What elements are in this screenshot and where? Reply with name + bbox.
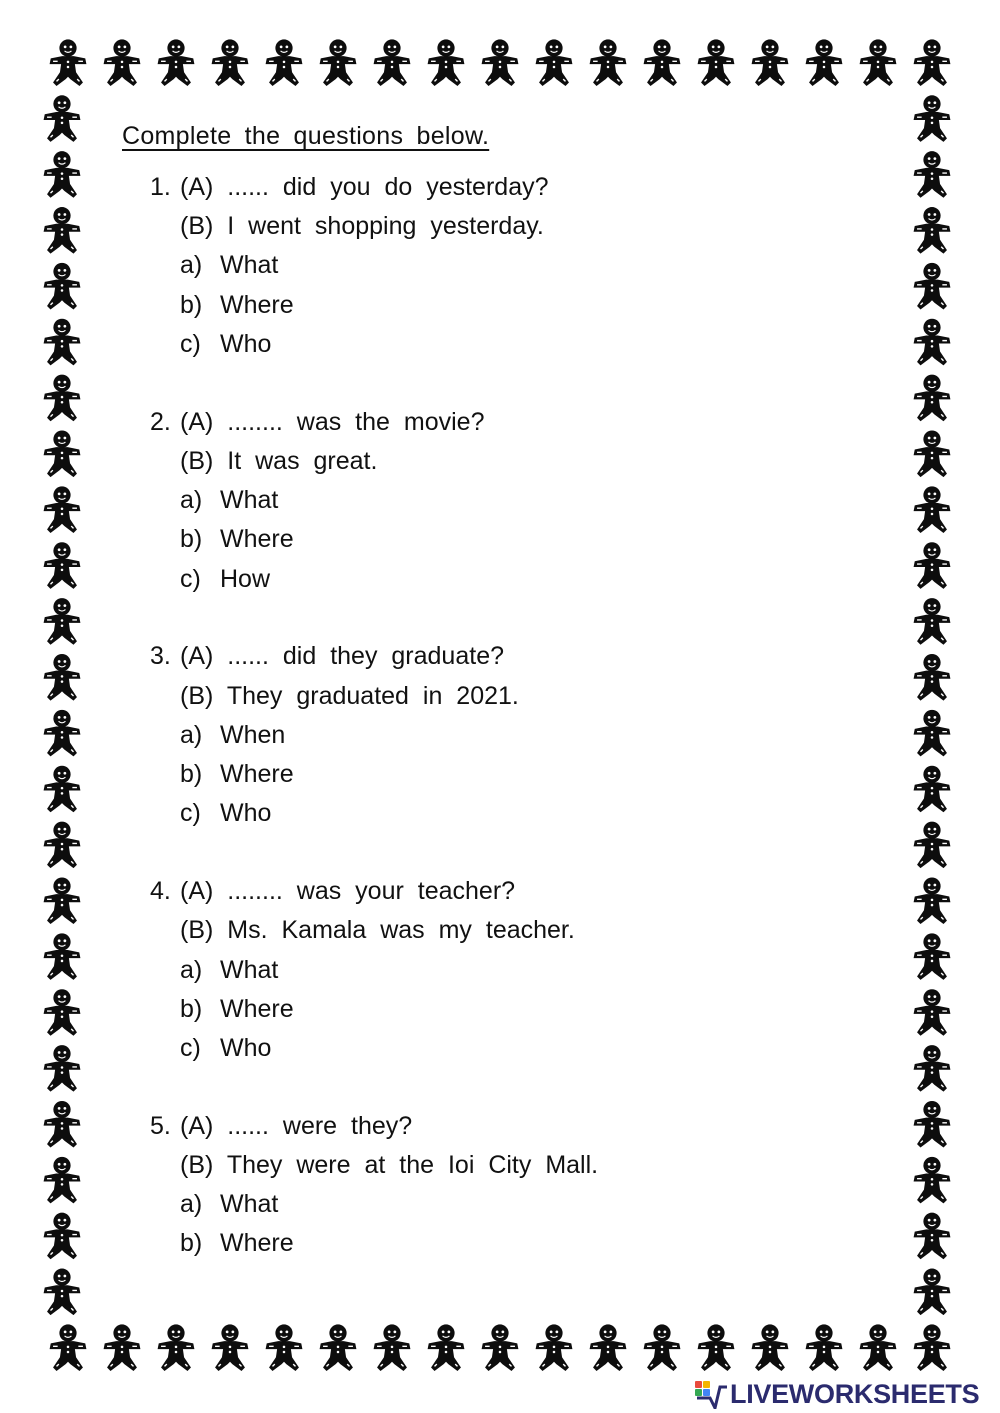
gingerbread-man-icon [44,375,81,422]
gingerbread-man-icon [50,1324,87,1371]
question-text: (A) ...... did you do yesterday? [180,173,549,201]
gingerbread-man-icon [44,95,81,142]
option-text: Where [220,525,294,554]
gingerbread-man-icon [428,1324,465,1371]
answer-option[interactable] [180,1033,271,1063]
option-letter: c) [180,564,201,593]
question-number: 1. [150,173,171,201]
gingerbread-man-icon [44,1157,81,1204]
gingerbread-man-icon [914,263,951,310]
option-letter: b) [180,760,203,788]
gingerbread-man-icon [44,933,81,980]
gingerbread-man-icon [806,39,843,86]
option-text: Where [220,994,294,1023]
gingerbread-man-icon [44,989,81,1036]
answer-option[interactable] [180,485,278,515]
gingerbread-man-icon [44,1101,81,1148]
gingerbread-man-icon [44,1045,81,1092]
gingerbread-man-icon [536,39,573,86]
gingerbread-man-icon [914,710,951,757]
option-letter: a) [180,486,203,515]
gingerbread-man-icon [644,39,681,86]
question-number: 3. [150,642,171,671]
answer-option[interactable] [180,955,278,985]
gingerbread-man-icon [914,486,951,533]
gingerbread-man-icon [914,39,951,86]
gingerbread-man-icon [44,151,81,198]
option-text: What [220,486,279,515]
answer-option[interactable] [180,250,278,280]
option-letter: c) [180,1033,201,1062]
option-letter: b) [180,290,203,319]
gingerbread-man-icon [914,1157,951,1204]
gingerbread-man-icon [44,654,81,701]
question-text: (A) ...... were they? [180,1111,413,1140]
gingerbread-man-icon [806,1324,843,1371]
answer-option[interactable] [180,524,294,554]
answer-option[interactable] [180,720,285,750]
option-letter: b) [180,525,203,554]
option-letter: a) [180,251,203,280]
answer-text: (B) I went shopping yesterday. [180,212,544,241]
gingerbread-man-icon [44,598,81,645]
gingerbread-man-icon [914,877,951,924]
option-text: Who [220,1033,272,1062]
gingerbread-man-icon [590,1324,627,1371]
answer-text: (B) It was great. [180,446,378,475]
option-text: What [220,1190,279,1219]
option-letter: c) [180,799,201,828]
answer-option[interactable] [180,1189,278,1219]
gingerbread-man-icon [914,1269,951,1316]
gingerbread-man-icon [914,822,951,869]
option-text: What [220,251,279,280]
answer-option[interactable] [180,1228,294,1258]
answer-text: (B) They graduated in 2021. [180,681,519,710]
question-text: (A) ........ was the movie? [180,407,485,436]
gingerbread-man-icon [644,1324,681,1371]
question-number: 5. [150,1111,171,1140]
gingerbread-man-icon [914,766,951,813]
gingerbread-man-icon [44,766,81,813]
gingerbread-man-icon [698,39,735,86]
gingerbread-man-icon [914,207,951,254]
gingerbread-man-icon [914,95,951,142]
gingerbread-man-icon [320,39,357,86]
answer-option[interactable] [180,564,270,594]
answer-option[interactable] [180,290,294,320]
question-number: 2. [150,407,171,436]
gingerbread-man-icon [44,319,81,366]
gingerbread-man-icon [212,1324,249,1371]
liveworksheets-wordmark: LIVEWORKSHEETS [730,1378,980,1409]
gingerbread-man-icon [44,486,81,533]
gingerbread-man-icon [860,39,897,86]
gingerbread-man-icon [44,263,81,310]
gingerbread-man-icon [590,39,627,86]
gingerbread-man-icon [428,39,465,86]
gingerbread-man-icon [860,1324,897,1371]
gingerbread-man-icon [44,710,81,757]
option-letter: a) [180,955,203,984]
answer-option[interactable] [180,994,294,1024]
instructions-heading: Complete the questions below. [122,122,490,150]
gingerbread-man-icon [374,1324,411,1371]
gingerbread-man-icon [44,1213,81,1260]
gingerbread-man-icon [752,39,789,86]
gingerbread-man-icon [44,542,81,589]
answer-option[interactable] [180,759,294,789]
gingerbread-man-icon [482,1324,519,1371]
gingerbread-man-icon [698,1324,735,1371]
gingerbread-man-icon [914,1045,951,1092]
gingerbread-man-icon [914,375,951,422]
gingerbread-man-icon [536,1324,573,1371]
gingerbread-man-icon [104,1324,141,1371]
gingerbread-man-icon [266,39,303,86]
option-letter: c) [180,329,201,358]
gingerbread-man-icon [374,39,411,86]
gingerbread-man-icon [914,598,951,645]
liveworksheets-logo [694,1377,979,1411]
option-text: What [220,955,279,984]
gingerbread-man-icon [914,989,951,1036]
question-text: (A) ...... did they graduate? [180,642,504,671]
gingerbread-man-icon [914,933,951,980]
gingerbread-man-icon [914,319,951,366]
option-text: Where [220,760,294,788]
option-letter: b) [180,994,203,1023]
gingerbread-man-icon [482,39,519,86]
answer-option[interactable] [180,798,271,828]
gingerbread-man-icon [914,654,951,701]
gingerbread-man-icon [44,431,81,478]
option-letter: b) [180,1229,203,1258]
answer-option[interactable] [180,329,271,359]
gingerbread-man-icon [914,542,951,589]
gingerbread-man-icon [914,1324,951,1371]
gingerbread-man-icon [104,39,141,86]
gingerbread-man-icon [914,1101,951,1148]
liveworksheets-mark-icon [694,1379,728,1409]
gingerbread-man-icon [914,151,951,198]
option-text: Where [220,290,294,319]
gingerbread-man-icon [44,822,81,869]
option-text: Where [220,1229,294,1258]
option-letter: a) [180,720,203,749]
option-letter: a) [180,1190,203,1219]
gingerbread-man-icon [320,1324,357,1371]
question-text: (A) ........ was your teacher? [180,877,516,906]
option-text: Who [220,799,272,828]
option-text: Who [220,329,272,358]
gingerbread-man-icon [44,207,81,254]
gingerbread-man-icon [266,1324,303,1371]
option-text: How [220,564,271,593]
answer-text: (B) Ms. Kamala was my teacher. [180,916,575,945]
gingerbread-man-icon [50,39,87,86]
gingerbread-man-icon [914,431,951,478]
gingerbread-man-icon [158,1324,195,1371]
answer-text: (B) They were at the Ioi City Mall. [180,1151,599,1179]
gingerbread-man-icon [914,1213,951,1260]
gingerbread-man-icon [44,877,81,924]
gingerbread-man-icon [212,39,249,86]
gingerbread-man-icon [158,39,195,86]
gingerbread-man-icon [752,1324,789,1371]
gingerbread-man-icon [44,1269,81,1316]
option-text: When [220,720,286,749]
question-number: 4. [150,877,171,906]
